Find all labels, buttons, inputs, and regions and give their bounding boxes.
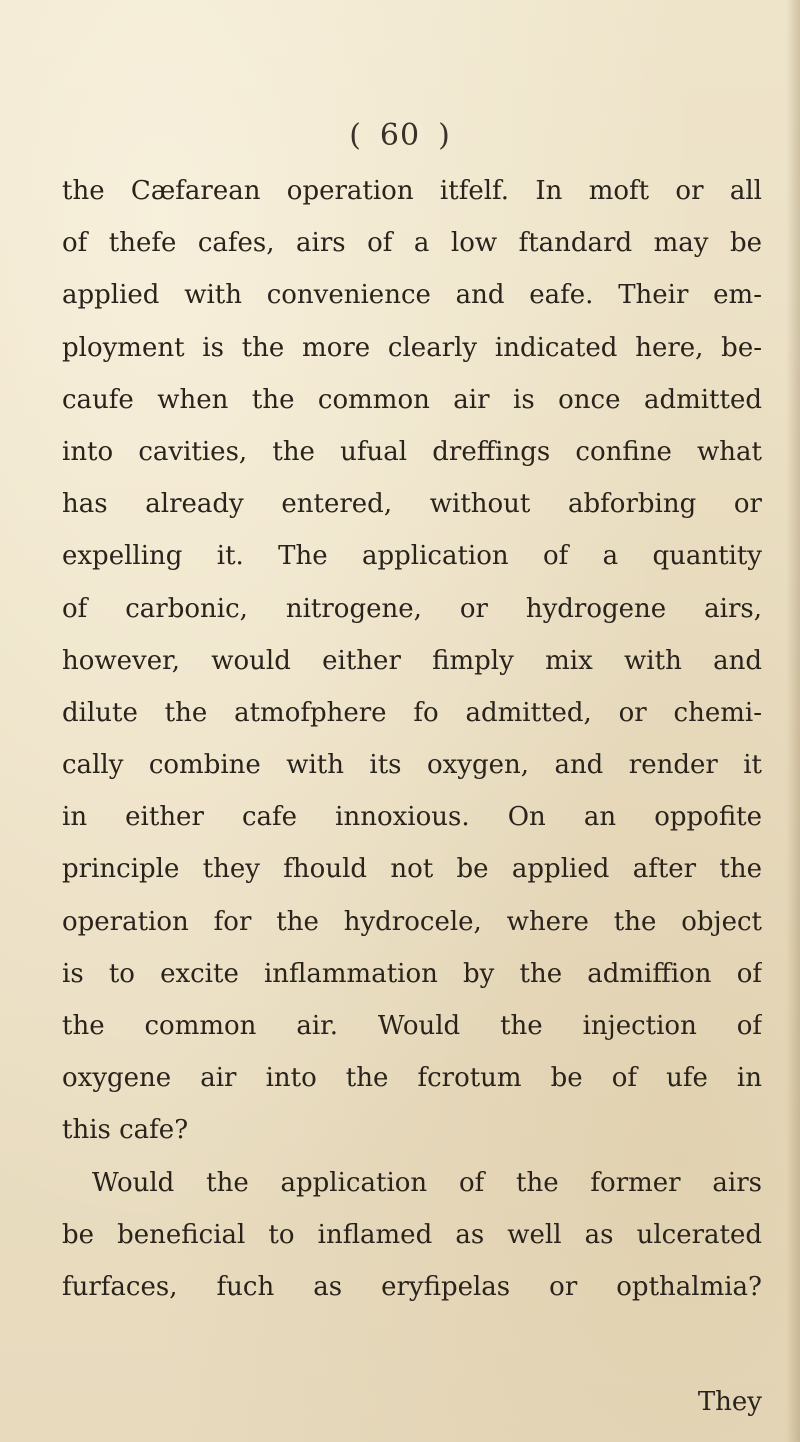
page-number-header [0,118,800,153]
text-line: is to excite inflammation by the admiffion of [62,958,762,989]
text-line: principle they fhould not be applied after the [62,854,762,885]
text-line: in either cafe innoxious. On an oppofite [62,802,762,833]
text-line: has already entered, without abforbing or [62,489,762,520]
text-line: dilute the atmofphere fo admitted, or chemi- [62,697,762,728]
text-line: of thefe cafes, airs of a low ftandard may be [62,228,762,259]
text-line: operation for the hydrocele, where the object [62,906,762,937]
text-line: oxygene air into the fcrotum be of ufe in [62,1063,762,1094]
text-line: this cafe? [62,1115,189,1146]
page-number-close-paren: ) [438,118,451,153]
text-line: Would the application of the former airs [92,1167,762,1198]
catchword: They [697,1387,762,1417]
page-number-open-paren: ( [349,118,362,153]
text-line: caufe when the common air is once admitted [62,384,762,415]
text-line: expelling it. The application of a quantity [62,541,762,572]
text-line: applied with convenience and eafe. Their em- [62,280,762,311]
page-number: 60 [379,118,421,153]
text-line: the common air. Would the injection of [62,1011,762,1041]
text-line: of carbonic, nitrogene, or hydrogene airs, [62,593,762,624]
text-line: the Cæfarean operation itfelf. In moft or all [62,176,762,206]
text-line: into cavities, the ufual dreffings confine what [62,436,762,467]
text-line: ployment is the more clearly indicated here, be- [62,332,762,363]
text-line: cally combine with its oxygen, and render it [62,750,762,781]
text-line: be beneficial to inflamed as well as ulcerated [62,1219,762,1250]
text-line: however, would either fimply mix with and [62,645,762,676]
body-text [62,165,762,1313]
page-edge-shadow [786,0,800,1442]
text-line: furfaces, fuch as eryfipelas or opthalmia? [62,1271,762,1302]
